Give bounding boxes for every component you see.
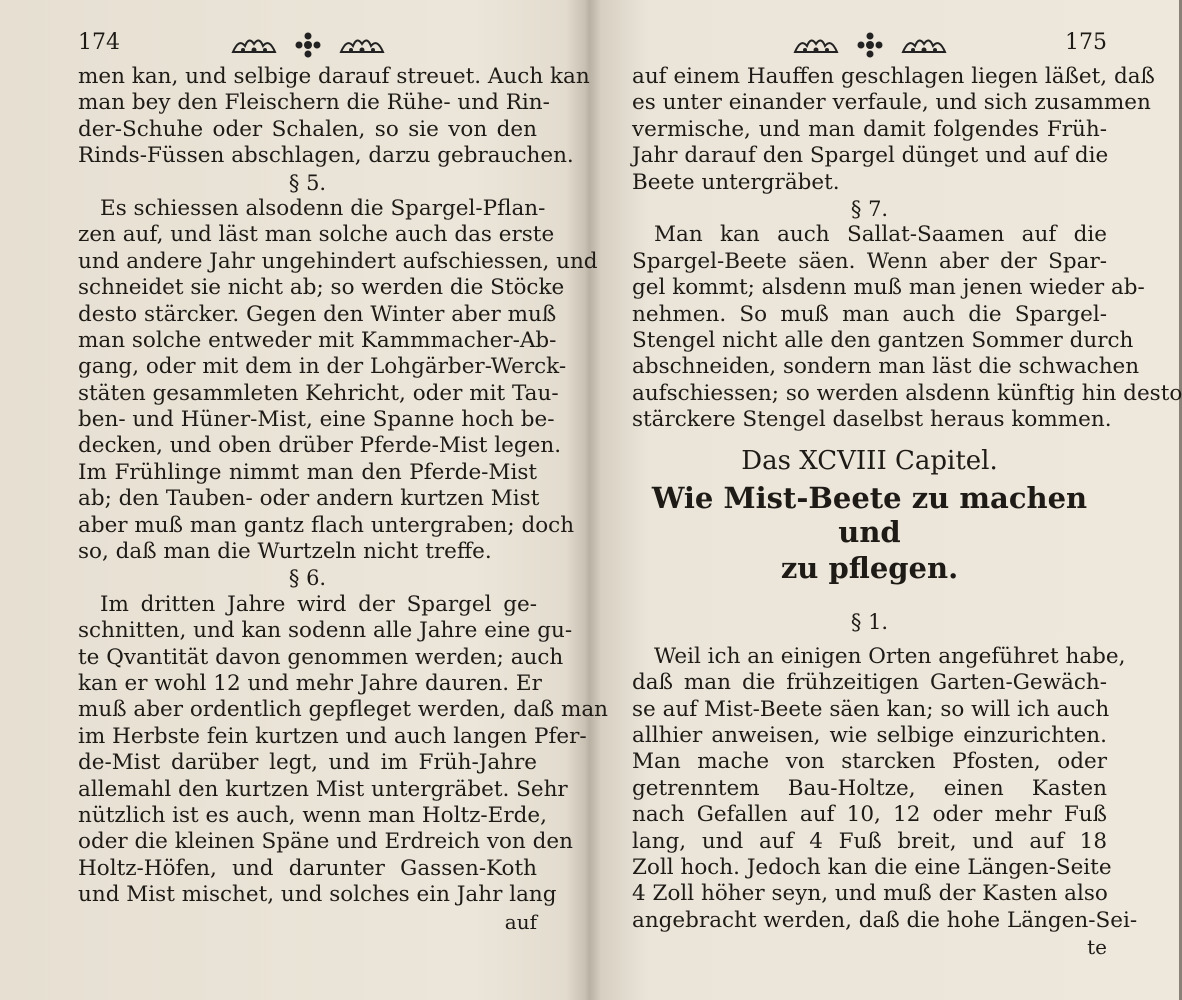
text-line: daß man die frühzeitigen Garten-Gewäch-	[632, 670, 1107, 696]
left-text-block-a	[78, 64, 590, 170]
text-line: stärckere Stengel daselbst heraus kommen.	[632, 407, 1112, 433]
text-line: und Mist mischet, und solches ein Jahr lang	[78, 882, 557, 908]
left-text-block-c	[78, 591, 609, 909]
text-line: de-Mist darüber legt, und im Früh-Jahre	[78, 750, 537, 776]
crown-ornament-icon	[793, 34, 839, 61]
text-line: te Qvantität davon genommen werden; auch	[78, 644, 564, 670]
text-line: Stengel nicht alle den gantzen Sommer durch	[632, 327, 1134, 353]
chapter-subtitle: Wie Mist-Beete zu machen und	[651, 481, 1088, 550]
text-line: allemahl den kurtzen Mist untergräbet. Sehr	[78, 776, 568, 802]
text-line: zen auf, und läst man solche auch das erste	[78, 222, 555, 248]
text-line: im Herbste fein kurtzen und auch langen Pfer-	[78, 723, 587, 749]
text-line: gel kommt; alsdenn muß man jenen wieder ab-	[632, 275, 1145, 301]
text-line: Man kan auch Sallat-Saamen auf die	[654, 222, 1107, 248]
chapter-title: Das XCVIII Capitel.	[741, 446, 998, 477]
text-line: men kan, und selbige darauf streuet. Auch kan	[78, 64, 590, 89]
header-ornament	[231, 32, 385, 63]
text-line: kan er wohl 12 und mehr Jahre dauren. Er	[78, 670, 542, 696]
text-line: ben- und Hüner-Mist, eine Spanne hoch be-	[78, 407, 555, 433]
catchword: te	[1087, 935, 1107, 960]
text-line: Man mache von starcken Pfosten, oder	[632, 749, 1107, 775]
text-line: muß aber ordentlich gepfleget werden, daß man	[78, 697, 609, 723]
text-line: Rinds-Füssen abschlagen, darzu gebrauchen.	[78, 143, 574, 169]
text-line: man bey den Fleischern die Rühe- und Rin-	[78, 90, 550, 116]
text-line: Jahr darauf den Spargel dünget und auf die	[632, 143, 1109, 169]
text-line: nehmen. So muß man auch die Spargel-	[632, 301, 1107, 327]
text-line: so, daß man die Wurtzeln nicht treffe.	[78, 539, 492, 565]
text-line: nach Gefallen auf 10, 12 oder mehr Fuß	[632, 802, 1107, 828]
text-line: der-Schuhe oder Schalen, so sie von den	[78, 116, 537, 142]
text-line: schneidet sie nicht ab; so werden die Stöcke	[78, 275, 565, 301]
right-text-block-b	[632, 222, 1182, 433]
text-line: Im dritten Jahre wird der Spargel ge-	[100, 591, 537, 617]
text-line: vermische, und man damit folgendes Früh-	[632, 116, 1107, 142]
flower-ornament-icon	[295, 32, 321, 63]
section-heading: § 6.	[288, 566, 327, 591]
crown-ornament-icon	[901, 34, 947, 61]
text-line: abschneiden, sondern man läst die schwachen	[632, 354, 1140, 380]
text-line: decken, und oben drüber Pferde-Mist legen.	[78, 433, 562, 459]
text-line: se auf Mist-Beete säen kan; so will ich auch	[632, 696, 1110, 722]
section-heading: § 1.	[850, 610, 889, 635]
text-line: Spargel-Beete säen. Wenn aber der Spar-	[632, 248, 1107, 274]
text-line: ab; den Tauben- oder andern kurtzen Mist	[78, 486, 540, 512]
text-line: angebracht werden, daß die hohe Längen-Sei-	[632, 907, 1138, 933]
text-line: oder die kleinen Späne und Erdreich von den	[78, 829, 573, 855]
text-line: Es schiessen alsodenn die Spargel-Pflan-	[100, 195, 546, 221]
text-line: getrenntem Bau-Holtze, einen Kasten	[632, 775, 1107, 801]
catchword: auf	[504, 909, 537, 934]
text-line: und andere Jahr ungehindert aufschiessen, und	[78, 248, 598, 274]
text-line: nützlich ist es auch, wenn man Holtz-Erde,	[78, 802, 547, 828]
crown-ornament-icon	[231, 34, 277, 61]
crown-ornament-icon	[339, 34, 385, 61]
text-line: lang, und auf 4 Fuß breit, und auf 18	[632, 828, 1107, 854]
text-line: desto stärcker. Gegen den Winter aber muß	[78, 301, 557, 327]
left-page-header	[78, 30, 537, 64]
text-line: Beete untergräbet.	[632, 169, 840, 195]
header-ornament	[793, 32, 947, 63]
right-page-header	[632, 30, 1107, 64]
text-line: auf einem Hauffen geschlagen liegen läßet, daß	[632, 64, 1155, 89]
page-number-left: 174	[78, 30, 120, 55]
text-line: Weil ich an einigen Orten angeführet habe,	[654, 643, 1126, 669]
text-line: schnitten, und kan sodenn alle Jahre eine gu-	[78, 618, 573, 644]
text-line: aufschiessen; so werden alsdenn künftig hin desto	[632, 380, 1182, 406]
text-line: Zoll hoch. Jedoch kan die eine Längen-Seite	[632, 854, 1112, 880]
text-line: 4 Zoll höher seyn, und muß der Kasten also	[632, 881, 1108, 907]
section-heading: § 5.	[288, 170, 327, 195]
text-line: es unter einander verfaule, und sich zusammen	[632, 90, 1151, 116]
text-line: stäten gesammleten Kehricht, oder mit Tau-	[78, 380, 559, 406]
chapter-subtitle: zu pflegen.	[780, 551, 959, 586]
left-text-block-b	[78, 195, 598, 565]
right-page	[592, 0, 1182, 1000]
section-heading: § 7.	[850, 196, 889, 221]
text-line: aber muß man gantz flach untergraben; doch	[78, 512, 575, 538]
text-line: Holtz-Höfen, und darunter Gassen-Koth	[78, 855, 537, 881]
right-text-block-c	[632, 643, 1138, 934]
page-number-right: 175	[1065, 30, 1107, 55]
text-line: Im Frühlinge nimmt man den Pferde-Mist	[78, 459, 537, 485]
text-line: gang, oder mit dem in der Lohgärber-Werck-	[78, 354, 567, 380]
right-text-block-a	[632, 64, 1155, 196]
flower-ornament-icon	[857, 32, 883, 63]
text-line: man solche entweder mit Kammmacher-Ab-	[78, 327, 557, 353]
text-line: allhier anweisen, wie selbige einzurichten.	[632, 723, 1107, 749]
